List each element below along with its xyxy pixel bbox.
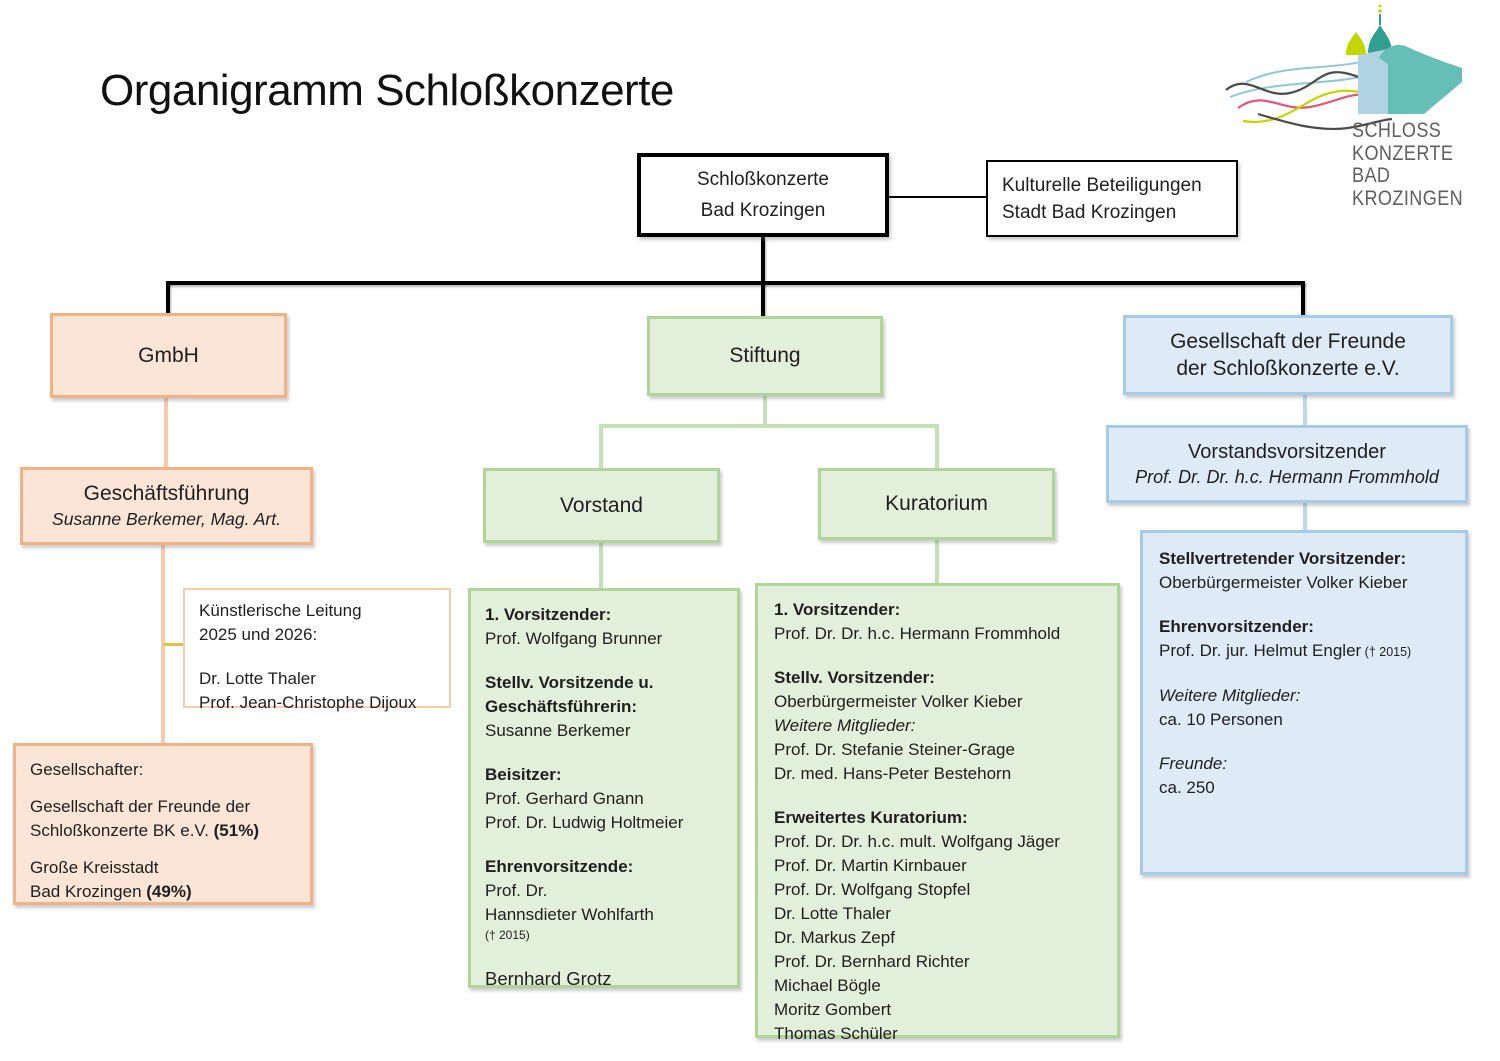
text-line xyxy=(199,647,439,667)
text-line: Gesellschaft der Freunde der xyxy=(30,797,251,816)
text-line xyxy=(30,843,300,856)
kuenstlerische-leitung-box xyxy=(183,588,451,712)
connector-drop-vorstand xyxy=(599,424,603,468)
text-line: Bad Krozingen (49%) xyxy=(30,882,192,901)
vorstand-box xyxy=(483,468,720,543)
text-line: Erweitertes Kuratorium: xyxy=(774,808,968,827)
connector-kuratorium-detail xyxy=(935,540,939,583)
text-line: Prof. Gerhard Gnann xyxy=(485,789,644,808)
logo-spire-dot-2 xyxy=(1379,5,1382,8)
text-line xyxy=(774,646,1107,666)
text-line: Freunde: xyxy=(1159,754,1228,773)
connector-vorstand-detail xyxy=(599,543,603,588)
text-line: Große Kreisstadt xyxy=(30,858,159,877)
freunde-label-line: Gesellschaft der Freunde xyxy=(1170,330,1406,353)
root-org-box xyxy=(637,153,889,237)
text-line: Dr. Lotte Thaler xyxy=(774,904,891,923)
connector-root-partner xyxy=(889,196,986,198)
text-line: Prof. Wolfgang Brunner xyxy=(485,629,663,648)
text-line: Stellvertretender Vorsitzender: xyxy=(1159,549,1407,568)
text-line: Susanne Berkemer xyxy=(485,721,631,740)
root-org-line: Schloßkonzerte xyxy=(696,169,829,190)
text-line: Weitere Mitglieder: xyxy=(774,716,916,735)
logo-wordmark-line: BAD xyxy=(1352,163,1391,187)
root-org-line: Bad Krozingen xyxy=(700,200,826,221)
text-line: Dr. Lotte Thaler xyxy=(199,669,316,688)
text-line: († 2015) xyxy=(485,928,530,942)
text-line xyxy=(485,651,727,671)
text-line xyxy=(485,943,727,963)
connector-main-rail xyxy=(166,281,1305,285)
text-line xyxy=(774,786,1107,806)
vorstandsvorsitzender-person: Prof. Dr. Dr. h.c. Hermann Frommhold xyxy=(1135,467,1439,487)
text-line: Prof. Jean-Christophe Dijoux xyxy=(199,693,417,712)
vorstandsvorsitzender-title: Vorstandsvorsitzender xyxy=(1188,441,1386,463)
text-line: Geschäftsführerin: xyxy=(485,697,638,716)
logo-dome-yellow xyxy=(1346,32,1366,55)
connector-gmbh-geschaeftsfuehrung xyxy=(164,398,168,467)
text-line: ca. 10 Personen xyxy=(1159,710,1283,729)
text-line: Prof. Dr. Dr. h.c. Hermann Frommhold xyxy=(774,624,1061,643)
connector-freunde-vorsitzender xyxy=(1303,395,1307,425)
vorstand-detail-box xyxy=(468,588,740,988)
text-line: Oberbürgermeister Volker Kieber xyxy=(1159,573,1408,592)
text-line: Oberbürgermeister Volker Kieber xyxy=(774,692,1023,711)
kuratorium-label: Kuratorium xyxy=(885,492,988,515)
vorstandsvorsitzender-box xyxy=(1106,425,1468,503)
text-line: Prof. Dr. Bernhard Richter xyxy=(774,952,970,971)
text-line: Thomas Schüler xyxy=(774,1024,898,1043)
connector-vorsitzender-detail xyxy=(1303,503,1307,530)
gesellschafter-box xyxy=(13,743,313,905)
logo-wordmark-line: SCHLOSS xyxy=(1352,118,1442,142)
text-line: Ehrenvorsitzender: xyxy=(1159,617,1314,636)
text-line: Moritz Gombert xyxy=(774,1000,892,1019)
geschaeftsfuehrung-person: Susanne Berkemer, Mag. Art. xyxy=(52,509,281,529)
text-line: ca. 250 xyxy=(1159,778,1215,797)
text-line: Künstlerische Leitung xyxy=(199,601,362,620)
text-line: Prof. Dr. Martin Kirnbauer xyxy=(774,856,967,875)
text-line: Prof. Dr. Dr. h.c. mult. Wolfgang Jäger xyxy=(774,832,1060,851)
page-title: Organigramm Schloßkonzerte xyxy=(100,66,674,115)
text-line: Prof. Dr. jur. Helmut Engler († 2015) xyxy=(1159,641,1412,660)
logo-wordmark xyxy=(1352,119,1463,209)
text-line: Dr. med. Hans-Peter Bestehorn xyxy=(774,764,1012,783)
logo-wordmark-line: KROZINGEN xyxy=(1352,185,1464,210)
text-line: Gesellschafter: xyxy=(30,760,144,779)
freunde-label-line: der Schloßkonzerte e.V. xyxy=(1176,357,1400,380)
text-line xyxy=(30,782,300,795)
connector-drop-kuratorium xyxy=(935,424,939,468)
gmbh-box xyxy=(50,313,287,398)
text-line: Prof. Dr. xyxy=(485,881,548,900)
text-line xyxy=(1159,595,1455,615)
connector-root-down xyxy=(761,237,765,283)
stiftung-box xyxy=(647,316,883,396)
text-line: 1. Vorsitzender: xyxy=(485,605,612,624)
text-line: Beisitzer: xyxy=(485,765,562,784)
text-line xyxy=(485,743,727,763)
text-line: 1. Vorsitzender: xyxy=(774,600,901,619)
kuratorium-box xyxy=(818,468,1055,540)
partner-org-box xyxy=(986,160,1238,237)
text-line xyxy=(1159,664,1455,684)
text-line: Weitere Mitglieder: xyxy=(1159,686,1301,705)
text-line: Prof. Dr. Wolfgang Stopfel xyxy=(774,880,971,899)
text-line: Stellv. Vorsitzender: xyxy=(774,668,935,687)
connector-drop-freunde xyxy=(1301,281,1305,317)
text-line: Dr. Markus Zepf xyxy=(774,928,895,947)
kuratorium-detail-box xyxy=(755,583,1120,1043)
connector-drop-gmbh xyxy=(166,281,170,315)
text-line: Michael Bögle xyxy=(774,976,881,995)
text-line: Ehrenvorsitzende: xyxy=(485,857,634,876)
text-line: Schloßkonzerte BK e.V. (51%) xyxy=(30,821,259,840)
text-line: Bernhard Grotz xyxy=(485,968,612,989)
text-line: Prof. Dr. Stefanie Steiner-Grage xyxy=(774,740,1015,759)
text-line: Hannsdieter Wohlfarth xyxy=(485,905,654,924)
freunde-box xyxy=(1123,315,1453,395)
partner-org-line: Stadt Bad Krozingen xyxy=(1002,201,1177,223)
connector-stiftung-rail xyxy=(599,424,939,428)
text-line: Stellv. Vorsitzende u. xyxy=(485,673,654,692)
partner-org-line: Kulturelle Beteiligungen xyxy=(1002,174,1202,196)
connector-stiftung-down xyxy=(763,396,767,427)
connector-drop-stiftung xyxy=(761,281,765,318)
freunde-detail-box xyxy=(1140,530,1468,875)
geschaeftsfuehrung-title: Geschäftsführung xyxy=(83,482,250,505)
logo-piano-shape xyxy=(1379,45,1462,114)
logo-spire-dot-1 xyxy=(1378,9,1382,13)
text-line: 2025 und 2026: xyxy=(199,625,318,644)
connector-kuenstlerische-leitung xyxy=(163,643,185,646)
gmbh-label: GmbH xyxy=(138,343,199,367)
text-line xyxy=(485,835,727,855)
text-line xyxy=(1159,732,1455,752)
stiftung-label: Stiftung xyxy=(729,344,801,367)
geschaeftsfuehrung-box xyxy=(20,467,313,545)
logo-wordmark-line: KONZERTE xyxy=(1352,140,1454,165)
vorstand-label: Vorstand xyxy=(560,493,643,517)
text-line: Prof. Dr. Ludwig Holtmeier xyxy=(485,813,684,832)
